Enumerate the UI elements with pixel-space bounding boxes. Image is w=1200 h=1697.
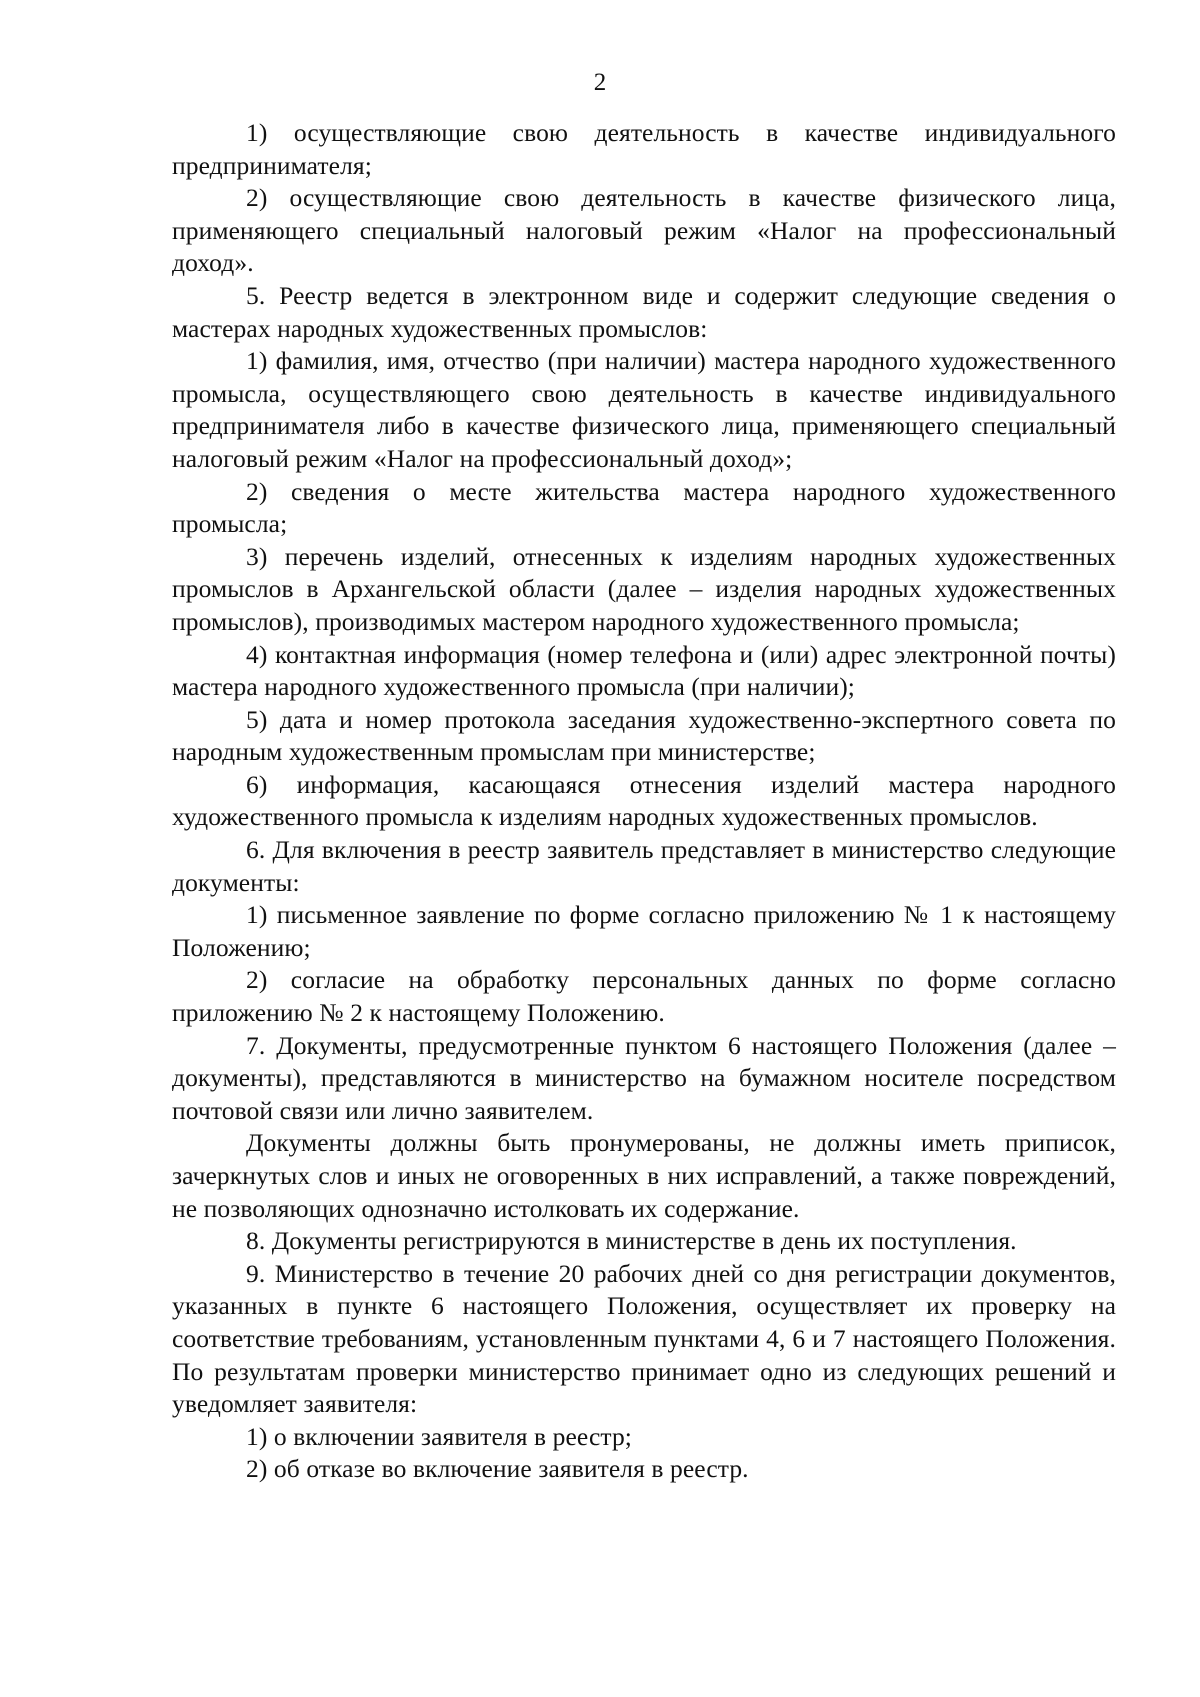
paragraph-9: 6) информация, касающаяся отнесения изделий мастера народного художественного промысла к изделиям народных художественных промыслов.: [172, 769, 1116, 832]
paragraph-17: 1) о включении заявителя в реестр;: [246, 1421, 632, 1451]
document-body: [172, 117, 1116, 1486]
paragraph-4: 1) фамилия, имя, отчество (при наличии) мастера народного художественного промысла, осуществляющего свою деятельность в качестве индивидуального предпринимателя либо в качестве физического лица, применяющего специальный налоговый режим «Налог на профессиональный доход»;: [172, 346, 1116, 473]
paragraph-18: 2) об отказе во включение заявителя в реестр.: [246, 1454, 749, 1484]
paragraph-16: 9. Министерство в течение 20 рабочих дней со дня регистрации документов, указанных в пункте 6 настоящего Положения, осуществляет их проверку на соответствие требованиям, установленным пунктами 4, 6 и 7 настоящего Положения. По результатам проверки министерство принимает одно из следующих решений и уведомляет заявителя:: [172, 1258, 1116, 1419]
paragraph-5: 2) сведения о месте жительства мастера народного художественного промысла;: [172, 476, 1116, 539]
paragraph-12: 2) согласие на обработку персональных данных по форме согласно приложению № 2 к настоящему Положению.: [172, 965, 1116, 1028]
paragraph-10: 6. Для включения в реестр заявитель представляет в министерство следующие документы:: [172, 835, 1116, 897]
paragraph-1: 1) осуществляющие свою деятельность в качестве индивидуального предпринимателя;: [172, 118, 1116, 180]
paragraph-6: 3) перечень изделий, отнесенных к изделиям народных художественных промыслов в Архангельской области (далее – изделия народных художественных промыслов), производимых мастером народного художественного промысла;: [172, 541, 1116, 636]
paragraph-7: 4) контактная информация (номер телефона и (или) адрес электронной почты) мастера народного художественного промысла (при наличии);: [172, 639, 1116, 702]
paragraph-11: 1) письменное заявление по форме согласно приложению № 1 к настоящему Положению;: [172, 900, 1116, 962]
paragraph-14: Документы должны быть пронумерованы, не должны иметь приписок, зачеркнутых слов и иных не оговоренных в них исправлений, а также повреждений, не позволяющих однозначно истолковать их содержание.: [172, 1128, 1116, 1223]
paragraph-15: 8. Документы регистрируются в министерстве в день их поступления.: [246, 1226, 1017, 1256]
paragraph-3: 5. Реестр ведется в электронном виде и содержит следующие сведения о мастерах народных художественных промыслов:: [172, 280, 1116, 343]
paragraph-2: 2) осуществляющие свою деятельность в качестве физического лица, применяющего специальный налоговый режим «Налог на профессиональный доход».: [172, 183, 1116, 278]
paragraph-8: 5) дата и номер протокола заседания художественно-экспертного совета по народным художественным промыслам при министерстве;: [172, 704, 1116, 767]
page-number: 2: [593, 69, 607, 96]
paragraph-13: 7. Документы, предусмотренные пунктом 6 настоящего Положения (далее – документы), представляются в министерство на бумажном носителе посредством почтовой связи или лично заявителем.: [172, 1030, 1116, 1125]
